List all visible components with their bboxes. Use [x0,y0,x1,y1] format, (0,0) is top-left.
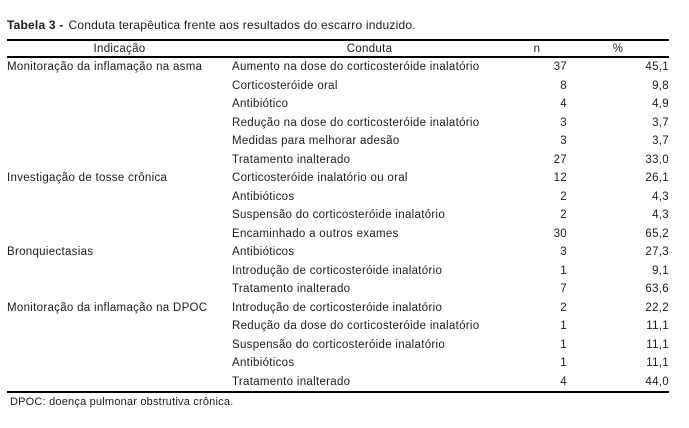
indication-cell [7,188,232,207]
conduct-cell: Antibióticos [232,190,295,203]
conduct-cell: Introdução de corticosteróide inalatório [232,301,443,314]
pct-cell: 11,1 [646,320,669,332]
pct-cell: 3,7 [652,116,669,129]
indication-cell [7,206,232,225]
indication-cell: Bronquiectasias [7,246,94,258]
n-cell: 4 [560,98,567,110]
n-cell: 12 [553,172,567,184]
pct-cell: 3,7 [652,135,669,147]
conduct-cell: Aumento na dose do corticosteróide inalatório [232,61,480,73]
indication-cell [7,114,232,133]
n-cell: 30 [553,227,567,240]
conduct-cell: Encaminhado a outros exames [232,227,399,240]
table-row [7,206,669,225]
indication-cell [7,317,232,336]
n-cell: 1 [560,264,567,277]
pct-cell: 44,0 [645,375,669,388]
n-cell: 7 [560,283,567,295]
table-row [7,151,669,170]
table-row [7,77,669,96]
table-body [7,57,669,392]
indication-cell [7,225,232,244]
pct-cell: 9,8 [652,79,669,92]
conduct-cell: Redução na dose do corticosteróide inalatório [232,116,480,129]
pct-cell: 11,1 [646,338,669,351]
table-footnote: DPOC: doença pulmonar obstrutiva crônica. [10,396,234,408]
indication-cell: Investigação de tosse crônica [7,172,168,184]
indication-cell: Monitoração da inflamação na DPOC [7,301,208,314]
pct-cell: 45,1 [645,61,669,73]
indication-cell [7,373,232,393]
pct-cell: 63,6 [645,283,669,295]
table-row [7,114,669,133]
n-cell: 2 [560,209,567,221]
conduct-cell: Antibiótico [232,98,289,110]
conduct-cell: Antibióticos [232,246,295,258]
n-cell: 27 [553,153,567,166]
indication-cell [7,336,232,355]
table-row [7,95,669,114]
indication-cell [7,95,232,114]
pct-cell: 33,0 [645,153,669,166]
n-cell: 1 [560,357,567,369]
table-row [7,169,669,188]
conduct-cell: Antibióticos [232,357,295,369]
conduct-cell: Tratamento inalterado [232,283,351,295]
table-row [7,336,669,355]
pct-cell: 65,2 [645,227,669,240]
conduct-cell: Tratamento inalterado [232,375,351,388]
table-row [7,132,669,151]
table-caption-label: Tabela 3 - [7,18,64,32]
col-header-n: n [507,40,567,57]
col-header-pct: % [567,40,669,57]
table-row [7,373,669,393]
pct-cell: 26,1 [645,172,669,184]
conduct-cell: Introdução de corticosteróide inalatório [232,264,443,277]
pct-cell: 4,3 [652,190,669,203]
indication-cell [7,77,232,96]
indication-cell [7,151,232,170]
n-cell: 37 [553,61,567,73]
n-cell: 2 [560,301,567,314]
col-header-conduta: Conduta [232,40,507,57]
indication-cell: Monitoração da inflamação na asma [7,61,203,73]
indication-cell [7,280,232,299]
table-row [7,225,669,244]
n-cell: 1 [560,320,567,332]
table-row [7,188,669,207]
table-caption [7,18,416,32]
results-table [7,39,669,393]
conduct-cell: Medidas para melhorar adesão [232,135,400,147]
pct-cell: 11,1 [646,357,669,369]
table-row [7,299,669,318]
n-cell: 3 [560,116,567,129]
indication-cell [7,262,232,281]
table-row [7,280,669,299]
pct-cell: 4,3 [652,209,669,221]
n-cell: 3 [560,246,567,258]
pct-cell: 27,3 [645,246,669,258]
table-row [7,262,669,281]
n-cell: 4 [560,375,567,388]
pct-cell: 9,1 [652,264,669,277]
indication-cell [7,132,232,151]
n-cell: 8 [560,79,567,92]
n-cell: 1 [560,338,567,351]
pct-cell: 22,2 [645,301,669,314]
conduct-cell: Tratamento inalterado [232,153,351,166]
conduct-cell: Corticosteróide oral [232,79,338,92]
header-row [7,40,669,57]
n-cell: 2 [560,190,567,203]
indication-cell [7,354,232,373]
pct-cell: 4,9 [652,98,669,110]
table-row [7,317,669,336]
col-header-indicacao: Indicação [7,40,232,57]
table-row [7,243,669,262]
table-row [7,354,669,373]
conduct-cell: Redução da dose do corticosteróide inalatório [232,320,480,332]
conduct-cell: Suspensão do corticosteróide inalatório [232,338,446,351]
n-cell: 3 [560,135,567,147]
conduct-cell: Corticosteróide inalatório ou oral [232,172,408,184]
conduct-cell: Suspensão do corticosteróide inalatório [232,209,446,221]
table-row [7,57,669,77]
table-caption-text: Conduta terapêutica frente aos resultados do escarro induzido. [68,18,416,32]
